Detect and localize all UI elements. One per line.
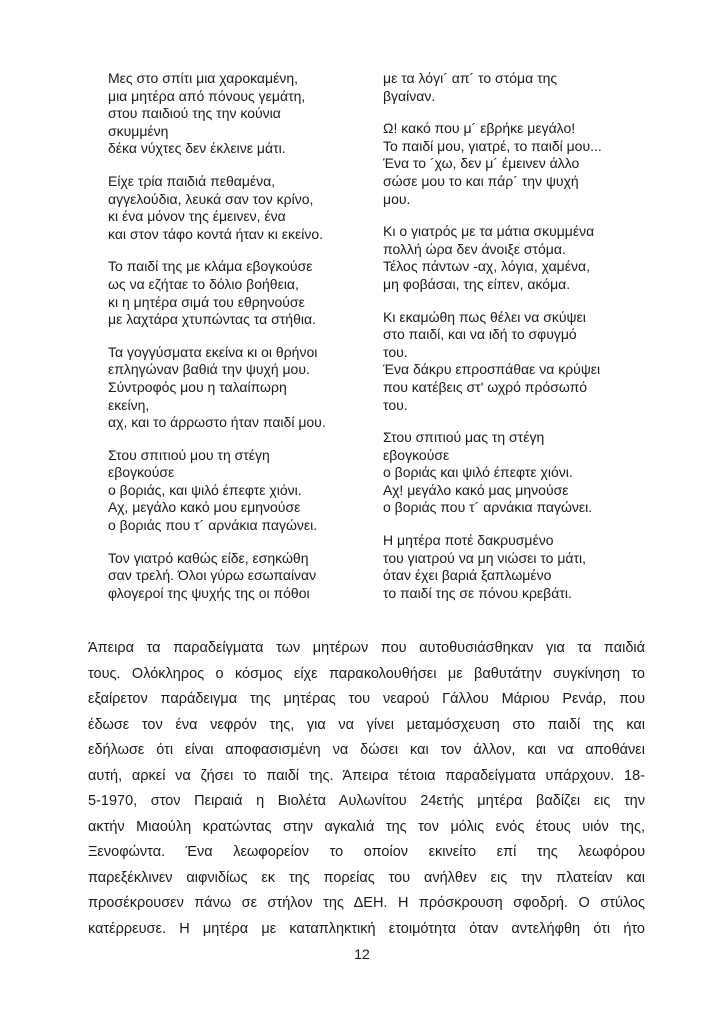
poem-line: στο παιδί, και να ιδή το σφυγμό: [383, 326, 577, 343]
page-number: 12: [354, 946, 370, 962]
poem-line: Μες στο σπίτι μια χαροκαμένη,: [108, 70, 299, 86]
poem-line: Τα γογγύσματα εκείνα κι οι θρήνοι: [108, 343, 318, 360]
poem-line: του.: [383, 396, 408, 413]
poem-line: στου παιδιού της την κούνια: [108, 105, 281, 122]
poem-line: και στον τάφο κοντά ήταν κι εκείνο.: [108, 225, 324, 242]
poem-line: κι η μητέρα σιμά του εθρηνούσε: [108, 293, 305, 310]
poem-line: βγαίναν.: [383, 87, 436, 104]
poem-line: εκείνη,: [108, 396, 150, 413]
poem-line: με τα λόγι´ απ´ το στόμα της: [383, 70, 558, 86]
poem-stanza: [383, 309, 663, 415]
poem-line: Στου σπιτιού μας τη στέγη: [383, 429, 545, 446]
prose-line: παρεξέκλινεν αιφνιδίως εκ της πορείας του ανήλθεν εις την πλατείαν και: [88, 869, 645, 886]
poem-line: σαν τρελή. Όλοι γύρω εσωπαίναν: [108, 567, 317, 584]
poem-line: Το παιδί της με κλάμα εβογκούσε: [108, 258, 313, 275]
poem-line: το παιδί της σε πόνου κρεβάτι.: [383, 584, 572, 601]
poem-stanza: [383, 70, 663, 105]
poem-column-left: [108, 70, 370, 602]
poem-line: εβογκούσε: [108, 464, 175, 481]
poem-line: Το παιδί μου, γιατρέ, το παιδί μου...: [383, 137, 602, 154]
poem-line: Ένα το ´χω, δεν μ´ έμεινεν άλλο: [383, 155, 580, 172]
poem-line: επληγώναν βαθιά την ψυχή μου.: [108, 361, 310, 378]
poem-line: φλογεροί της ψυχής της οι πόθοι: [108, 584, 310, 601]
poem-line: Είχε τρία παιδιά πεθαμένα,: [108, 172, 276, 189]
poem-line: του.: [383, 343, 408, 360]
poem-line: σκυμμένη: [108, 122, 169, 139]
poem-line: αγγελούδια, λευκά σαν τον κρίνο,: [108, 190, 314, 207]
poem-line: ο βοριάς που τ´ αρνάκια παγώνει.: [383, 499, 593, 516]
prose-line: αυτή, αρκεί να ζήσει το παιδί της. Άπειρα τέτοια παραδείγματα υπάρχουν. 18-: [88, 767, 645, 784]
poem-line: Ω! κακό που μ´ εβρήκε μεγάλο!: [383, 120, 576, 137]
prose-line: έδωσε τον ένα νεφρόν της, για να γίνει μεταμόσχευση στο παιδί της και: [88, 716, 645, 733]
poem-line: σώσε μου το και πάρ´ την ψυχή: [383, 172, 579, 189]
prose-line: ακτήν Μιαούλη κρατώντας στην αγκαλιά της τον μόλις ενός έτους υιόν της,: [88, 818, 645, 835]
prose-line: τους. Ολόκληρος ο κόσμος είχε παρακολουθήσει με βαθυτάτην συγκίνηση το: [88, 665, 645, 682]
poem-line: ο βοριάς που τ´ αρνάκια παγώνει.: [108, 517, 318, 534]
poem-stanza: [383, 429, 663, 517]
poem-line: που κατέβεις στ' ωχρό πρόσωπό: [383, 378, 588, 395]
poem-stanza: [383, 223, 663, 293]
poem-line: Κι ο γιατρός με τα μάτια σκυμμένα: [383, 223, 595, 240]
poem-line: μια μητέρα από πόνους γεμάτη,: [108, 87, 306, 104]
poem-line: με λαχτάρα χτυπώντας τα στήθια.: [108, 311, 316, 328]
poem-line: δέκα νύχτες δεν έκλεινε μάτι.: [108, 140, 286, 157]
poem-line: ο βοριάς, και ψιλό έπεφτε χιόνι.: [108, 481, 302, 498]
poem-stanza: [108, 447, 370, 535]
poem-line: Η μητέρα ποτέ δακρυσμένο: [383, 532, 554, 549]
poem-stanza: [108, 550, 370, 603]
poem-line: Στου σπιτιού μου τη στέγη: [108, 446, 270, 463]
poem-stanza: [108, 173, 370, 243]
poem-line: Αχ! μεγάλο κακό μας μηνούσε: [383, 481, 569, 498]
prose-line: 5-1970, στον Πειραιά η Βιολέτα Αυλωνίτου 24ετής μητέρα βαδίζει εις την: [88, 793, 645, 809]
poem-stanza: [108, 258, 370, 328]
poem-stanza: [383, 120, 663, 208]
poem-stanza: [108, 70, 370, 158]
poem-line: πολλή ώρα δεν άνοιξε στόμα.: [383, 240, 566, 257]
prose-line: προσέκρουσεν πάνω σε στήλον της ΔΕΗ. Η πρόσκρουση σφοδρή. Ο στύλος: [88, 895, 645, 911]
poem-line: Τέλος πάντων -αχ, λόγια, χαμένα,: [383, 258, 590, 275]
prose-paragraph: [88, 636, 645, 942]
poem-line: Τον γιατρό καθώς είδε, εσηκώθη: [108, 549, 309, 566]
poem-line: του γιατρού να μη νιώσει το μάτι,: [383, 549, 587, 566]
prose-line: Ξενοφώντα. Ένα λεωφορείον το οποίον εκινείτο επί της λεωφόρου: [88, 844, 645, 860]
poem-line: ως να εζήταε το δόλιο βοήθεια,: [108, 275, 299, 292]
poem-line: Σύντροφός μου η ταλαίπωρη: [108, 378, 287, 395]
prose-line: εξαίρετον παράδειγμα της μητέρας του νεαρού Γάλλου Μάριου Ρενάρ, που: [88, 691, 645, 707]
poem-stanza: [383, 532, 663, 602]
prose-line: κατέρρευσε. Η μητέρα με καταπληκτική ετοιμότητα όταν αντελήφθη ότι ήτο: [88, 920, 645, 937]
poem-line: ο βοριάς και ψιλό έπεφτε χιόνι.: [383, 464, 573, 481]
poem-line: εβογκούσε: [383, 446, 450, 463]
prose-line: Άπειρα τα παραδείγματα των μητέρων που αυτοθυσιάσθηκαν για τα παιδιά: [88, 640, 645, 656]
poem-line: μου.: [383, 190, 411, 207]
poem-line: Κι εκαμώθη πως θέλει να σκύψει: [383, 308, 586, 325]
poem-line: όταν έχει βαριά ξαπλωμένο: [383, 567, 552, 584]
poem-line: μη φοβάσαι, της είπεν, ακόμα.: [383, 275, 571, 292]
prose-line: εδήλωσε ότι είναι αποφασισμένη να δώσει και τον άλλον, και να αποθάνει: [88, 742, 645, 758]
poem-line: αχ, και το άρρωστο ήταν παιδί μου.: [108, 414, 326, 431]
poem-line: Ένα δάκρυ επροσπάθαε να κρύψει: [383, 361, 601, 378]
poem-column-right: [383, 70, 663, 602]
poem-stanza: [108, 344, 370, 432]
poem-line: Αχ, μεγάλο κακό μου εμηνούσε: [108, 499, 301, 516]
poem-line: κι ένα μόνον της έμεινεν, ένα: [108, 208, 286, 225]
